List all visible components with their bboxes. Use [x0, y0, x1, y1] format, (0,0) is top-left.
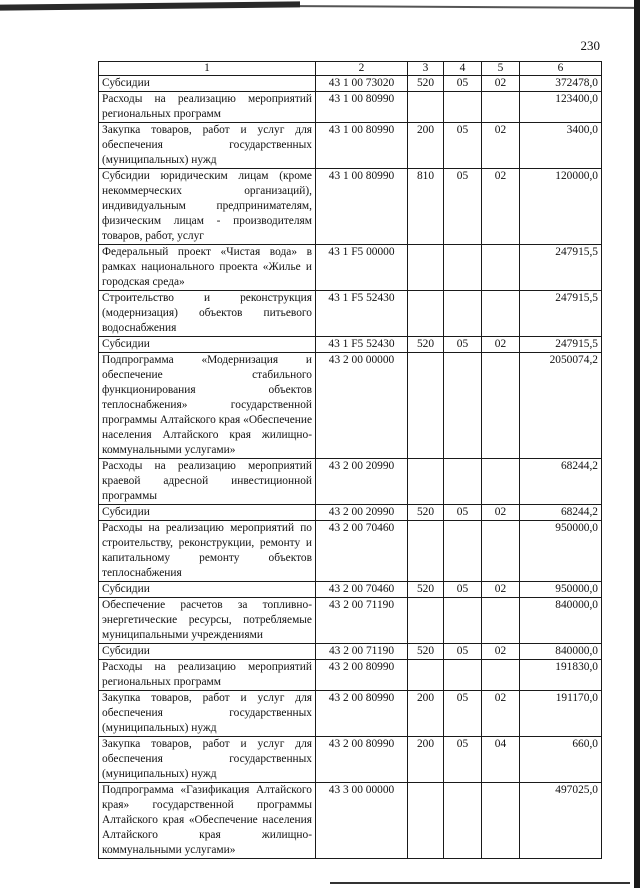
table-row: [99, 337, 602, 353]
row-name: Закупка товаров, работ и услуг для обеспечения государственных (муниципальных) нужд: [99, 691, 316, 737]
row-code: 43 2 00 20990: [316, 505, 408, 521]
row-name: Расходы на реализацию мероприятий региональных программ: [99, 92, 316, 123]
row-pr: [482, 353, 520, 459]
table-row: [99, 245, 602, 291]
row-rz: 05: [444, 76, 482, 92]
row-code: 43 2 00 71190: [316, 644, 408, 660]
row-name: Строительство и реконструкция (модернизация) объектов питьевого водоснабжения: [99, 291, 316, 337]
row-name: Субсидии: [99, 76, 316, 92]
row-name: Закупка товаров, работ и услуг для обеспечения государственных (муниципальных) нужд: [99, 737, 316, 783]
row-name: Субсидии: [99, 582, 316, 598]
row-amount: 950000,0: [520, 582, 602, 598]
row-vr: [408, 660, 444, 691]
row-code: 43 2 00 70460: [316, 582, 408, 598]
row-pr: 02: [482, 123, 520, 169]
row-rz: 05: [444, 582, 482, 598]
row-code: 43 1 00 80990: [316, 123, 408, 169]
row-code: 43 2 00 71190: [316, 598, 408, 644]
row-pr: [482, 521, 520, 582]
row-name: Расходы на реализацию мероприятий региональных программ: [99, 660, 316, 691]
table-row: [99, 691, 602, 737]
row-amount: 840000,0: [520, 644, 602, 660]
row-rz: 05: [444, 691, 482, 737]
row-vr: [408, 353, 444, 459]
row-amount: 3400,0: [520, 123, 602, 169]
row-vr: [408, 598, 444, 644]
row-rz: [444, 598, 482, 644]
row-pr: [482, 783, 520, 859]
row-amount: 68244,2: [520, 505, 602, 521]
header-col-rz: 4: [444, 62, 482, 76]
table-row: [99, 660, 602, 691]
row-amount: 120000,0: [520, 169, 602, 245]
header-col-vr: 3: [408, 62, 444, 76]
row-name: Закупка товаров, работ и услуг для обеспечения государственных (муниципальных) нужд: [99, 123, 316, 169]
row-amount: 497025,0: [520, 783, 602, 859]
row-amount: 372478,0: [520, 76, 602, 92]
row-name: Субсидии: [99, 505, 316, 521]
row-vr: 520: [408, 337, 444, 353]
table-header-row: [99, 62, 602, 76]
scan-top-edge: [0, 0, 640, 18]
row-pr: [482, 459, 520, 505]
row-pr: 02: [482, 169, 520, 245]
table-row: [99, 505, 602, 521]
table-row: [99, 582, 602, 598]
table-row: [99, 644, 602, 660]
row-rz: [444, 245, 482, 291]
row-name: Расходы на реализацию мероприятий по строительству, реконструкции, ремонту и капитальному ремонту объектов теплоснабжения: [99, 521, 316, 582]
row-rz: [444, 459, 482, 505]
row-name: Субсидии: [99, 644, 316, 660]
row-amount: 247915,5: [520, 337, 602, 353]
row-code: 43 2 00 80990: [316, 737, 408, 783]
row-amount: 840000,0: [520, 598, 602, 644]
row-pr: 04: [482, 737, 520, 783]
row-rz: 05: [444, 737, 482, 783]
row-code: 43 1 00 80990: [316, 92, 408, 123]
row-vr: [408, 245, 444, 291]
scan-right-edge: [634, 0, 640, 888]
row-pr: [482, 291, 520, 337]
row-vr: [408, 521, 444, 582]
row-name: Подпрограмма «Газификация Алтайского края» государственной программы Алтайского края «Обеспечение населения Алтайского края жилищно-коммунальными услугами»: [99, 783, 316, 859]
row-pr: 02: [482, 505, 520, 521]
row-pr: 02: [482, 644, 520, 660]
table-row: [99, 459, 602, 505]
row-rz: [444, 291, 482, 337]
row-name: Расходы на реализацию мероприятий краевой адресной инвестиционной программы: [99, 459, 316, 505]
row-code: 43 2 00 80990: [316, 691, 408, 737]
page-number: 230: [580, 38, 600, 53]
row-vr: 520: [408, 582, 444, 598]
row-code: 43 1 F5 00000: [316, 245, 408, 291]
row-code: 43 2 00 20990: [316, 459, 408, 505]
header-col-pr: 5: [482, 62, 520, 76]
row-rz: 05: [444, 169, 482, 245]
row-amount: 68244,2: [520, 459, 602, 505]
row-pr: [482, 598, 520, 644]
row-rz: [444, 783, 482, 859]
table-row: [99, 783, 602, 859]
header-col-name: 1: [99, 62, 316, 76]
table-row: [99, 598, 602, 644]
row-name: Субсидии юридическим лицам (кроме некоммерческих организаций), индивидуальным предпринимателям, физическим лицам - производителям товаров, работ, услуг: [99, 169, 316, 245]
row-code: 43 2 00 00000: [316, 353, 408, 459]
row-vr: [408, 291, 444, 337]
table-row: [99, 737, 602, 783]
row-vr: 810: [408, 169, 444, 245]
row-name: Обеспечение расчетов за топливно-энергетические ресурсы, потребляемые муниципальными учреждениями: [99, 598, 316, 644]
table-row: [99, 92, 602, 123]
row-pr: [482, 660, 520, 691]
row-name: Субсидии: [99, 337, 316, 353]
row-amount: 660,0: [520, 737, 602, 783]
row-vr: 200: [408, 123, 444, 169]
row-amount: 950000,0: [520, 521, 602, 582]
table-row: [99, 123, 602, 169]
row-name: Подпрограмма «Модернизация и обеспечение стабильного функционирования объектов теплоснабжения» государственной программы Алтайского края «Обеспечение населения Алтайского края жилищно-коммунальными услугами»: [99, 353, 316, 459]
row-amount: 247915,5: [520, 245, 602, 291]
row-code: 43 1 F5 52430: [316, 337, 408, 353]
table-row: [99, 353, 602, 459]
row-vr: 520: [408, 644, 444, 660]
table-row: [99, 291, 602, 337]
row-amount: 247915,5: [520, 291, 602, 337]
row-rz: [444, 92, 482, 123]
scan-bottom-line: [330, 882, 630, 884]
row-rz: 05: [444, 123, 482, 169]
row-rz: [444, 521, 482, 582]
row-vr: 520: [408, 76, 444, 92]
row-code: 43 1 00 73020: [316, 76, 408, 92]
budget-table: [98, 61, 602, 859]
row-rz: [444, 660, 482, 691]
table-row: [99, 169, 602, 245]
header-col-amount: 6: [520, 62, 602, 76]
row-pr: 02: [482, 76, 520, 92]
row-pr: 02: [482, 337, 520, 353]
row-rz: [444, 353, 482, 459]
row-pr: [482, 92, 520, 123]
row-rz: 05: [444, 644, 482, 660]
row-vr: [408, 459, 444, 505]
row-code: 43 1 F5 52430: [316, 291, 408, 337]
row-code: 43 2 00 80990: [316, 660, 408, 691]
row-rz: 05: [444, 505, 482, 521]
row-amount: 191170,0: [520, 691, 602, 737]
row-name: Федеральный проект «Чистая вода» в рамках национального проекта «Жилье и городская среда»: [99, 245, 316, 291]
row-rz: 05: [444, 337, 482, 353]
row-code: 43 2 00 70460: [316, 521, 408, 582]
row-vr: 520: [408, 505, 444, 521]
row-code: 43 3 00 00000: [316, 783, 408, 859]
row-amount: 123400,0: [520, 92, 602, 123]
row-vr: [408, 92, 444, 123]
table-row: [99, 521, 602, 582]
row-vr: 200: [408, 691, 444, 737]
header-col-code: 2: [316, 62, 408, 76]
row-pr: 02: [482, 691, 520, 737]
row-code: 43 1 00 80990: [316, 169, 408, 245]
row-amount: 191830,0: [520, 660, 602, 691]
row-vr: 200: [408, 737, 444, 783]
row-pr: 02: [482, 582, 520, 598]
table-row: [99, 76, 602, 92]
row-amount: 2050074,2: [520, 353, 602, 459]
row-pr: [482, 245, 520, 291]
row-vr: [408, 783, 444, 859]
